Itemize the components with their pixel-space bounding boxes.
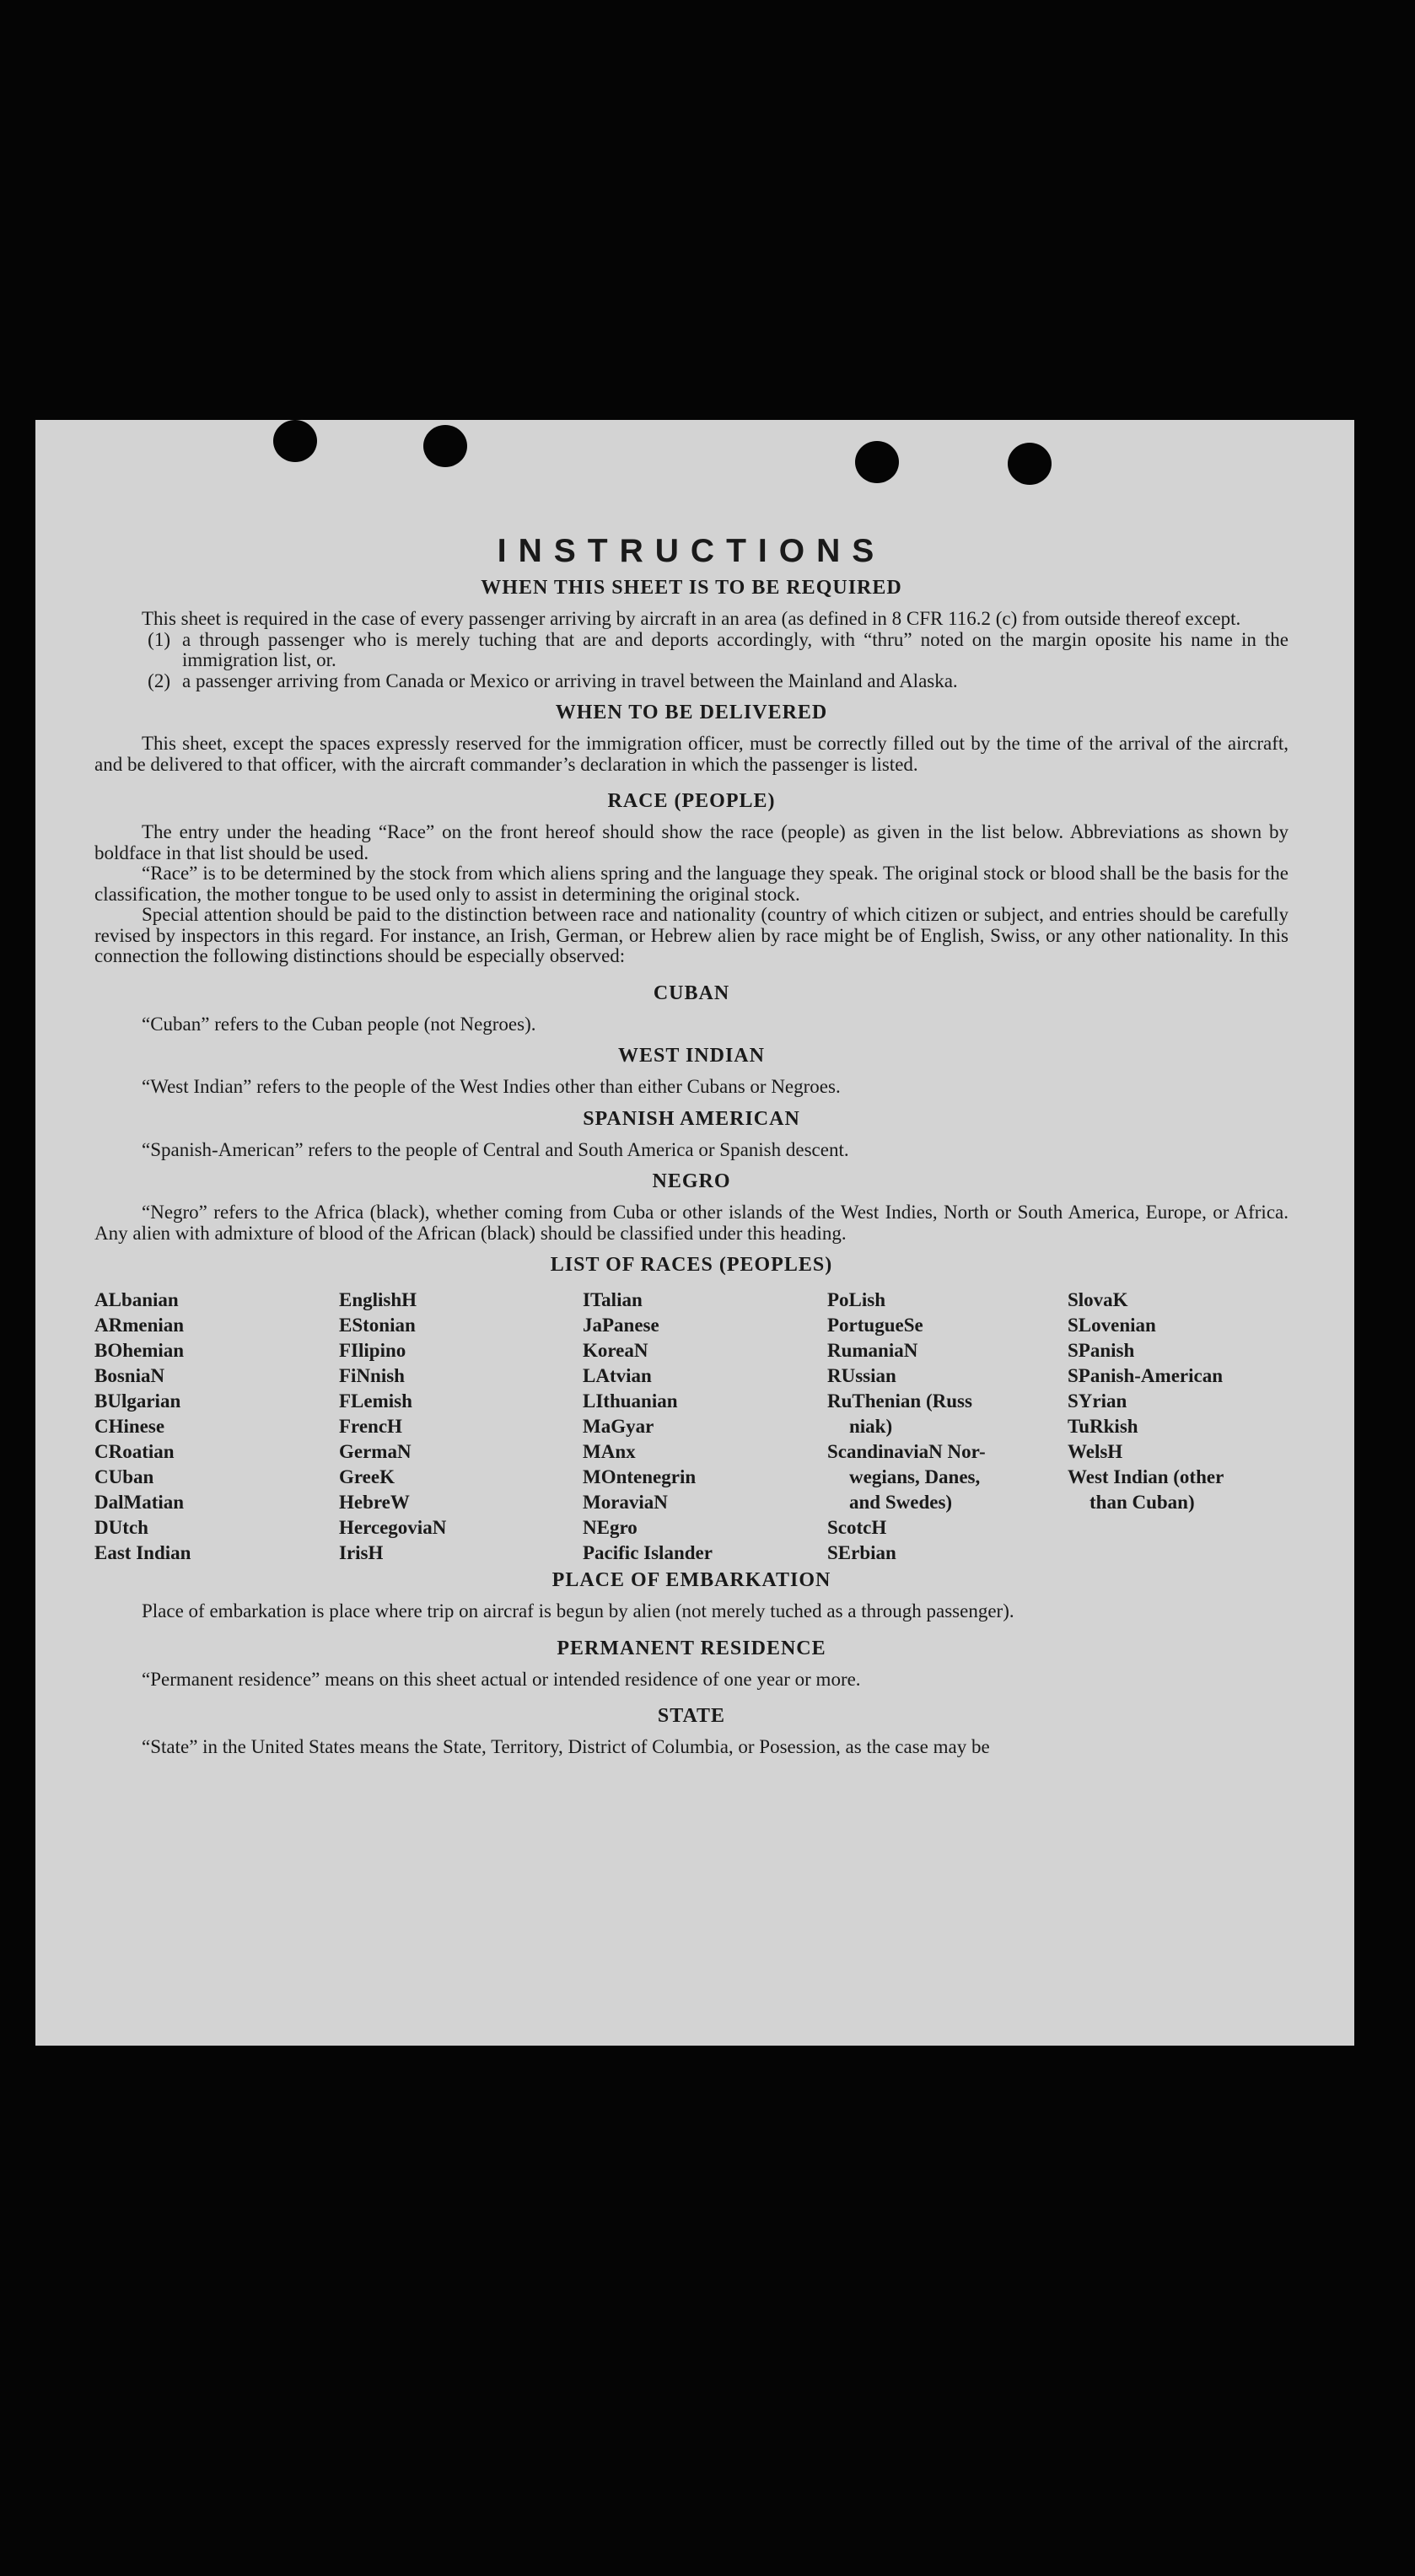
embarkation-text: Place of embarkation is place where trip on aircraf is begun by alien (not merely tuched as a through passenger). (142, 1600, 1014, 1621)
race-entry: DalMatian (94, 1492, 185, 1513)
race-entry: SlovaK (1068, 1289, 1128, 1310)
race-entry: BosniaN (94, 1365, 165, 1386)
races-column (827, 1288, 1068, 1566)
race-entry: EnglishH (339, 1289, 417, 1310)
race-entry: HercegoviaN (339, 1517, 447, 1538)
race-entry: CHinese (94, 1416, 165, 1437)
when-required-intro: This sheet is required in the case of every passenger arriving by aircraft in an area (as defined in 8 CFR 116.2 (c) from outside thereof except. (142, 608, 1241, 629)
exception-item (94, 630, 1289, 671)
race-entry: PoLish (827, 1289, 886, 1310)
race-entry: SErbian (827, 1542, 896, 1563)
race-entry: LIthuanian (583, 1390, 678, 1412)
race-entry: IrisH (339, 1542, 384, 1563)
race-entry: Pacific Islander (583, 1542, 713, 1563)
race-paragraph: The entry under the heading “Race” on the front hereof should show the race (people) as given in the list below. Abbreviations as shown by boldface in that list should be used. (94, 821, 1289, 863)
section-heading-when-delivered: WHEN TO BE DELIVERED (555, 702, 828, 723)
race-entry: East Indian (94, 1542, 191, 1563)
instruction-sheet (35, 420, 1354, 2046)
race-entry: TuRkish (1068, 1416, 1138, 1437)
race-entry: NEgro (583, 1517, 638, 1538)
race-entry: RumaniaN (827, 1340, 918, 1361)
race-entry: SLovenian (1068, 1315, 1156, 1336)
races-column (1068, 1288, 1289, 1566)
race-entry: ITalian (583, 1289, 643, 1310)
exception-number: (2) (148, 670, 170, 691)
exception-item (94, 671, 1289, 692)
section-heading-residence: PERMANENT RESIDENCE (557, 1637, 826, 1659)
race-entry: ALbanian (94, 1289, 179, 1310)
race-entry: FLemish (339, 1390, 412, 1412)
race-entry: BUlgarian (94, 1390, 181, 1412)
race-entry: RUssian (827, 1365, 896, 1386)
race-entry: RuThenian (Russ (827, 1390, 972, 1412)
when-delivered-text: This sheet, except the spaces expressly reserved for the immigration officer, must be correctly filled out by the time of the arrival of the aircraft, and be delivered to that officer, with the aircraft commander’s declaration in which the passenger is listed. (94, 733, 1289, 775)
sheet-content (94, 530, 1289, 1758)
west-indian-text: “West Indian” refers to the people of the West Indies other than either Cubans or Negroes. (142, 1076, 841, 1097)
race-entry: CRoatian (94, 1441, 175, 1462)
race-entry: DUtch (94, 1517, 148, 1538)
section-heading-state: STATE (657, 1705, 726, 1727)
cuban-text: “Cuban” refers to the Cuban people (not Negroes). (142, 1013, 536, 1035)
section-heading-embarkation: PLACE OF EMBARKATION (551, 1569, 831, 1591)
race-entry: MoraviaN (583, 1492, 668, 1513)
race-entry: HebreW (339, 1492, 410, 1513)
race-entry-continuation: and Swedes) (849, 1492, 953, 1513)
race-entry: ARmenian (94, 1315, 185, 1336)
race-entry: EStonian (339, 1315, 416, 1336)
punch-hole (273, 420, 317, 462)
race-entry: KoreaN (583, 1340, 648, 1361)
race-entry: FrencH (339, 1416, 402, 1437)
race-entry: ScandinaviaN Nor- (827, 1441, 986, 1462)
race-entry-continuation: than Cuban) (1089, 1492, 1195, 1513)
section-heading-list-of-races: LIST OF RACES (PEOPLES) (550, 1254, 833, 1276)
punch-hole (855, 441, 899, 483)
race-entry: FiNnish (339, 1365, 405, 1386)
section-heading-spanish-american: SPANISH AMERICAN (583, 1107, 800, 1130)
races-list (94, 1288, 1289, 1566)
race-entry-continuation: niak) (849, 1416, 893, 1437)
race-paragraph: “Race” is to be determined by the stock from which aliens spring and the language they speak. The original stock or blood shall be the basis for the classification, the mother tongue to be used only to assist in determining the original stock. (94, 863, 1289, 905)
race-entry: CUban (94, 1466, 154, 1487)
section-heading-race: RACE (PEOPLE) (607, 790, 776, 812)
race-entry: MAnx (583, 1441, 636, 1462)
races-column (583, 1288, 827, 1566)
punch-hole (1008, 443, 1052, 485)
race-entry: JaPanese (583, 1315, 659, 1336)
race-entry: SPanish (1068, 1340, 1135, 1361)
race-entry: GermaN (339, 1441, 412, 1462)
race-entry: FIlipino (339, 1340, 406, 1361)
negro-text: “Negro” refers to the Africa (black), whether coming from Cuba or other islands of the West Indies, North or South America, Europe, or Africa. Any alien with admixture of blood of the African (black) should be classified under this heading. (94, 1202, 1289, 1244)
punch-hole (423, 425, 467, 467)
spanish-american-text: “Spanish-American” refers to the people of Central and South America or Spanish descent. (142, 1138, 849, 1160)
races-column (94, 1288, 339, 1566)
section-heading-west-indian: WEST INDIAN (618, 1045, 765, 1067)
section-heading-negro: NEGRO (652, 1170, 731, 1192)
exception-text: a through passenger who is merely tuching that are and deports accordingly, with “thru” noted on the margin oposite his name in the immigration list, or. (182, 628, 1289, 670)
race-entry: BOhemian (94, 1340, 185, 1361)
race-entry: SYrian (1068, 1390, 1127, 1412)
race-entry: LAtvian (583, 1365, 652, 1386)
section-heading-when-required: WHEN THIS SHEET IS TO BE REQUIRED (481, 577, 902, 599)
exception-number: (1) (148, 628, 170, 650)
race-entry: ScotcH (827, 1517, 887, 1538)
section-heading-cuban: CUBAN (653, 981, 730, 1004)
exception-text: a passenger arriving from Canada or Mexico or arriving in travel between the Mainland and Alaska. (182, 670, 958, 691)
race-paragraph: Special attention should be paid to the distinction between race and nationality (country of which citizen or subject, and entries should be carefully revised by inspectors in this regard. For instance, an Irish, German, or Hebrew alien by race might be of English, Swiss, or any other nationality. In this connection the following distinctions should be especially observed: (94, 904, 1289, 966)
races-column (339, 1288, 583, 1566)
page-title: INSTRUCTIONS (497, 533, 886, 569)
race-entry: WelsH (1068, 1441, 1123, 1462)
race-entry: MOntenegrin (583, 1466, 697, 1487)
race-entry: SPanish-American (1068, 1365, 1223, 1386)
residence-text: “Permanent residence” means on this sheet actual or intended residence of one year or more. (142, 1668, 861, 1690)
race-entry: GreeK (339, 1466, 395, 1487)
race-entry: MaGyar (583, 1416, 654, 1437)
race-entry: PortugueSe (827, 1315, 923, 1336)
race-entry-continuation: wegians, Danes, (849, 1466, 981, 1487)
state-text: “State” in the United States means the State, Territory, District of Columbia, or Posession, as the case may be (142, 1736, 990, 1757)
race-entry: West Indian (other (1068, 1466, 1224, 1487)
